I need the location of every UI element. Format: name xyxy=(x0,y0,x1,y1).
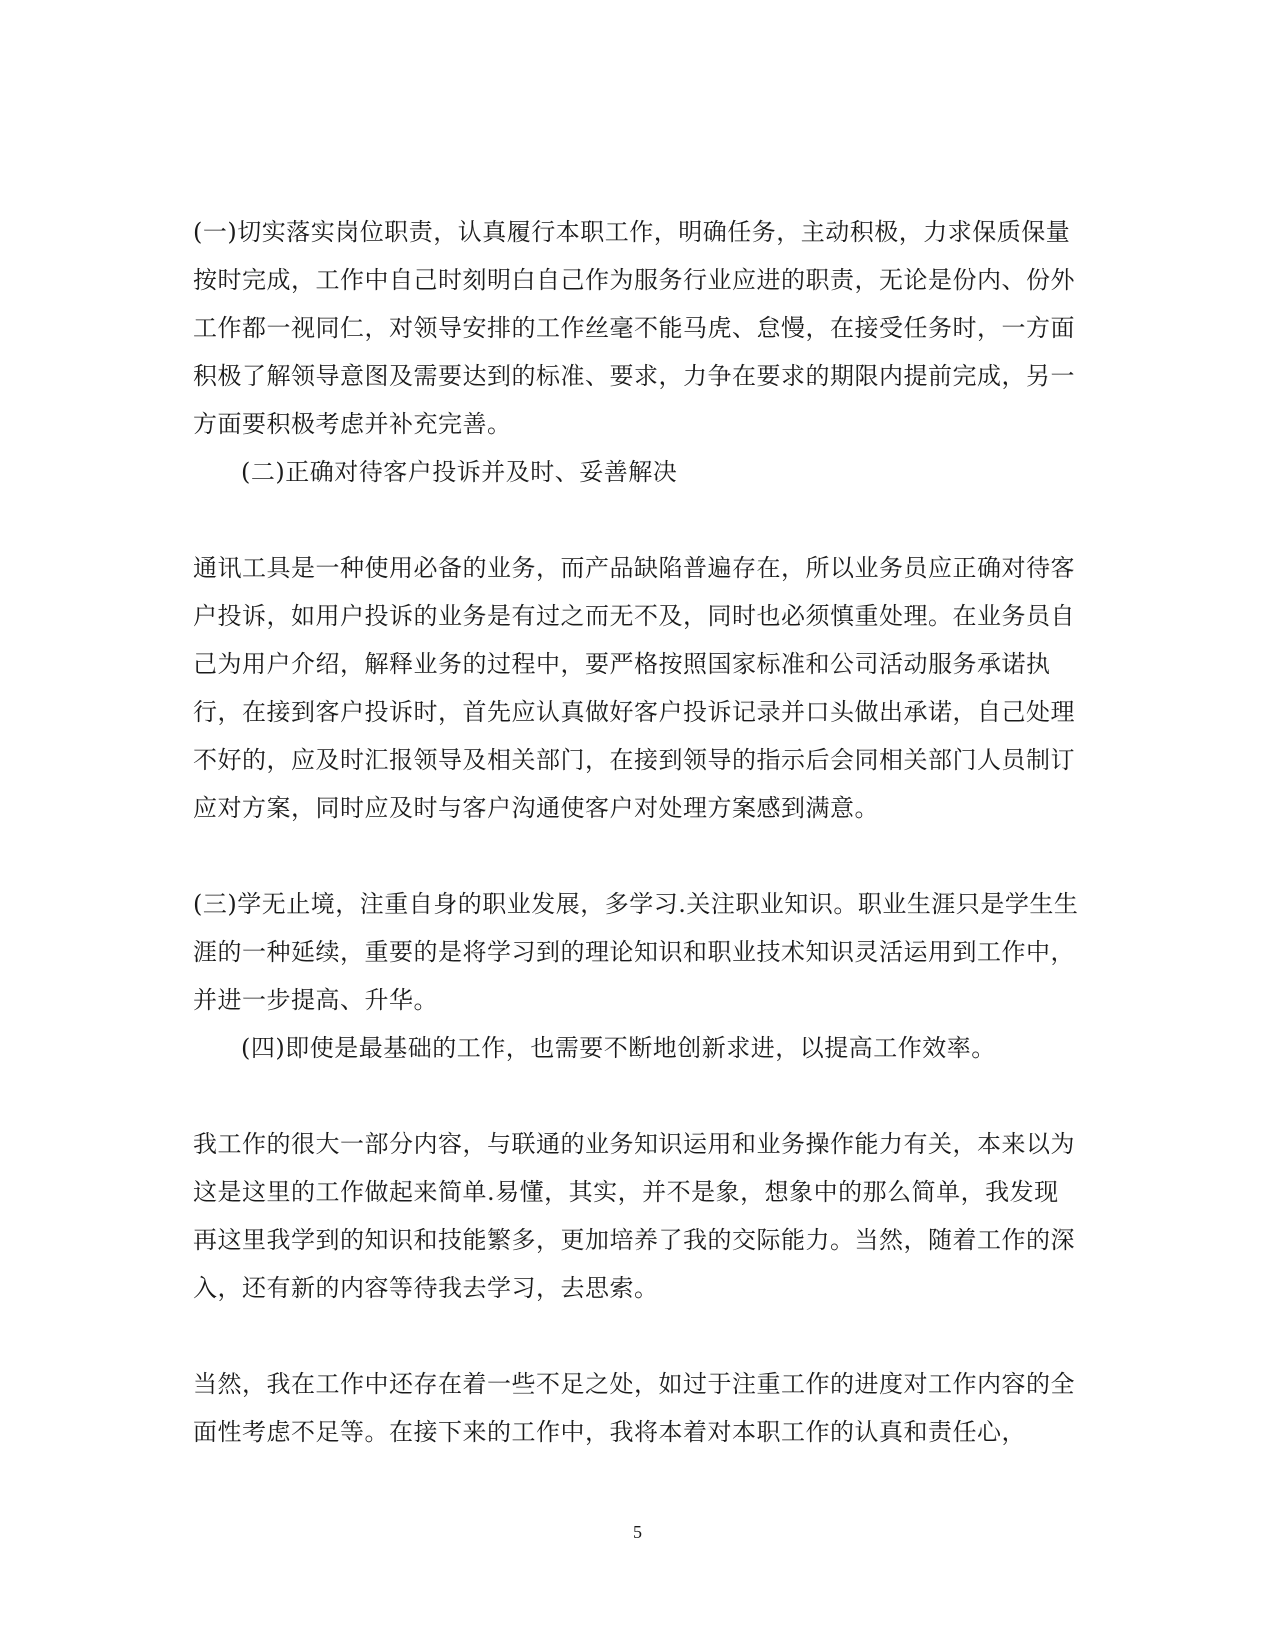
page-number: 5 xyxy=(633,1522,642,1542)
document-body xyxy=(193,208,1083,1456)
paragraph-7: 当然，我在工作中还存在着一些不足之处，如过于注重工作的进度对工作内容的全面性考虑不足等。在接下来的工作中，我将本着对本职工作的认真和责任心， xyxy=(193,1370,1075,1446)
paragraph-6: 我工作的很大一部分内容，与联通的业务知识运用和业务操作能力有关，本来以为这是这里的工作做起来简单.易懂，其实，并不是象，想象中的那么简单，我发现再这里我学到的知识和技能繁多，更加培养了我的交际能力。当然，随着工作的深入，还有新的内容等待我去学习，去思索。 xyxy=(193,1130,1075,1302)
paragraph-4: (三)学无止境，注重自身的职业发展，多学习.关注职业知识。职业生涯只是学生生涯的一种延续，重要的是将学习到的理论知识和职业技术知识灵活运用到工作中，并进一步提高、升华。 xyxy=(193,890,1079,1014)
paragraph-3: 通讯工具是一种使用必备的业务，而产品缺陷普遍存在，所以业务员应正确对待客户投诉，如用户投诉的业务是有过之而无不及，同时也必须慎重处理。在业务员自己为用户介绍，解释业务的过程中，要严格按照国家标准和公司活动服务承诺执行，在接到客户投诉时，首先应认真做好客户投诉记录并口头做出承诺，自己处理不好的，应及时汇报领导及相关部门，在接到领导的指示后会同相关部门人员制订应对方案，同时应及时与客户沟通使客户对处理方案感到满意。 xyxy=(193,554,1075,822)
paragraph-2-heading: (二)正确对待客户投诉并及时、妥善解决 xyxy=(241,458,678,486)
paragraph-5-heading: (四)即使是最基础的工作，也需要不断地创新求进，以提高工作效率。 xyxy=(241,1034,996,1062)
paragraph-1: (一)切实落实岗位职责，认真履行本职工作，明确任务，主动积极，力求保质保量按时完成，工作中自己时刻明白自己作为服务行业应进的职责，无论是份内、份外工作都一视同仁，对领导安排的工作丝毫不能马虎、怠慢，在接受任务时，一方面积极了解领导意图及需要达到的标准、要求，力争在要求的期限内提前完成，另一方面要积极考虑并补充完善。 xyxy=(193,218,1075,438)
